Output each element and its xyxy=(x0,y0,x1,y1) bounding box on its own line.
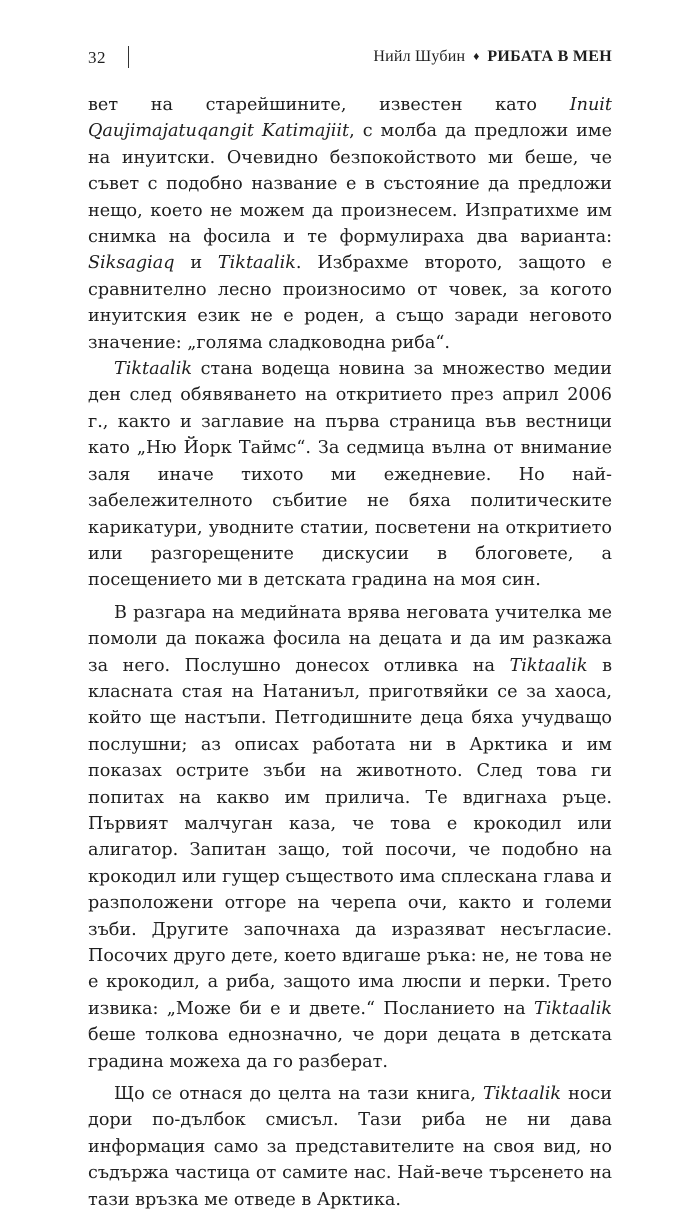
text-segment-italic: Tiktaalik xyxy=(534,998,612,1019)
paragraph-3 xyxy=(88,600,612,1075)
author-name: Нийл Шубин xyxy=(373,48,466,65)
body-text xyxy=(88,92,612,1213)
text-segment-italic: Siksagiaq xyxy=(88,253,175,274)
text-segment-italic: Tiktaalik xyxy=(509,655,588,676)
text-segment: беше толкова еднозначно, че дори децата в детската градина можеха да го разберат. xyxy=(88,1025,612,1072)
text-segment: носи дори по-дълбок смисъл. Тази риба не ни дава информация само за представителите на своя вид, но съдържа частица от самите нас. Най-вече търсенето на тази връзка ме отведе в Арктика. xyxy=(88,1084,612,1210)
text-segment-italic: Tiktaalik xyxy=(483,1084,562,1105)
text-segment-italic: Tiktaalik xyxy=(217,253,296,274)
paragraph-1 xyxy=(88,92,612,356)
header-divider xyxy=(128,46,129,68)
text-segment: в класната стая на Натаниъл, приготвяйки се за хаоса, който ще настъпи. Петгодишните деца бяха учудващо послушни; аз описах работата ни в Арктика и им показах острите зъби на животното. След това ги попитах на какво им прилича. Те вдигнаха ръце. Първият малчуган каза, че това е крокодил или алигатор. Запитан защо, той посочи, че подобно на крокодил или гущер съществото има сплескана глава и разположени отгоре на черепа очи, както и големи зъби. Другите започнаха да изразяват несъгласие. Посочих друго дете, което вдигаше ръка: не, не това не е крокодил, а риба, защото има люспи и перки. Трето извика: „Може би е и двете.“ Посланието на xyxy=(88,655,612,1019)
diamond-separator-icon: ♦ xyxy=(473,49,480,63)
running-header xyxy=(88,46,612,70)
paragraph-4 xyxy=(88,1081,612,1213)
text-segment: вет на старейшините, известен като xyxy=(88,95,570,115)
text-segment: Що се отнася до целта на тази книга, xyxy=(114,1084,484,1105)
text-segment: стана водеща новина за множество медии ден след обявяването на откритието през април 2006 г., както и заглавие на първа страница във вестници като „Ню Йорк Таймс“. За седмица вълна от внимание заля иначе тихото ми ежедневие. Но най-забележителното събитие не бяха политическите карикатури, уводните статии, посветени на откритието или разгорещените дискусии в блоговете, а посещението ми в детската градина на моя син. xyxy=(88,359,612,591)
text-segment: и xyxy=(174,253,218,274)
page-number: 32 xyxy=(88,48,106,67)
text-segment: , с молба да предложи име на инуитски. Очевидно безпокойството ми беше, че съвет с подобно название е в състояние да предложи нещо, което не можем да произнесем. Изпратихме им снимка на фосила и те формулираха два варианта: xyxy=(88,121,612,248)
text-segment: В разгара на медийната врява неговата учителка ме помоли да покажа фосила на децата и да им разкажа за него. Послушно донесох отливка на xyxy=(88,602,612,676)
text-segment-italic: Inuit Qaujimajatuqangit Katimajiit xyxy=(88,95,612,142)
paragraph-2 xyxy=(88,356,612,594)
text-segment: . Избрахме второто, защото е сравнително лесно произносимо от човек, за когото инуитския език не е роден, а също заради неговото значение: „голяма сладководна риба“. xyxy=(88,253,612,353)
running-head xyxy=(373,48,612,66)
book-title: РИБАТА В МЕН xyxy=(487,48,612,65)
text-segment-italic: Tiktaalik xyxy=(114,359,192,380)
